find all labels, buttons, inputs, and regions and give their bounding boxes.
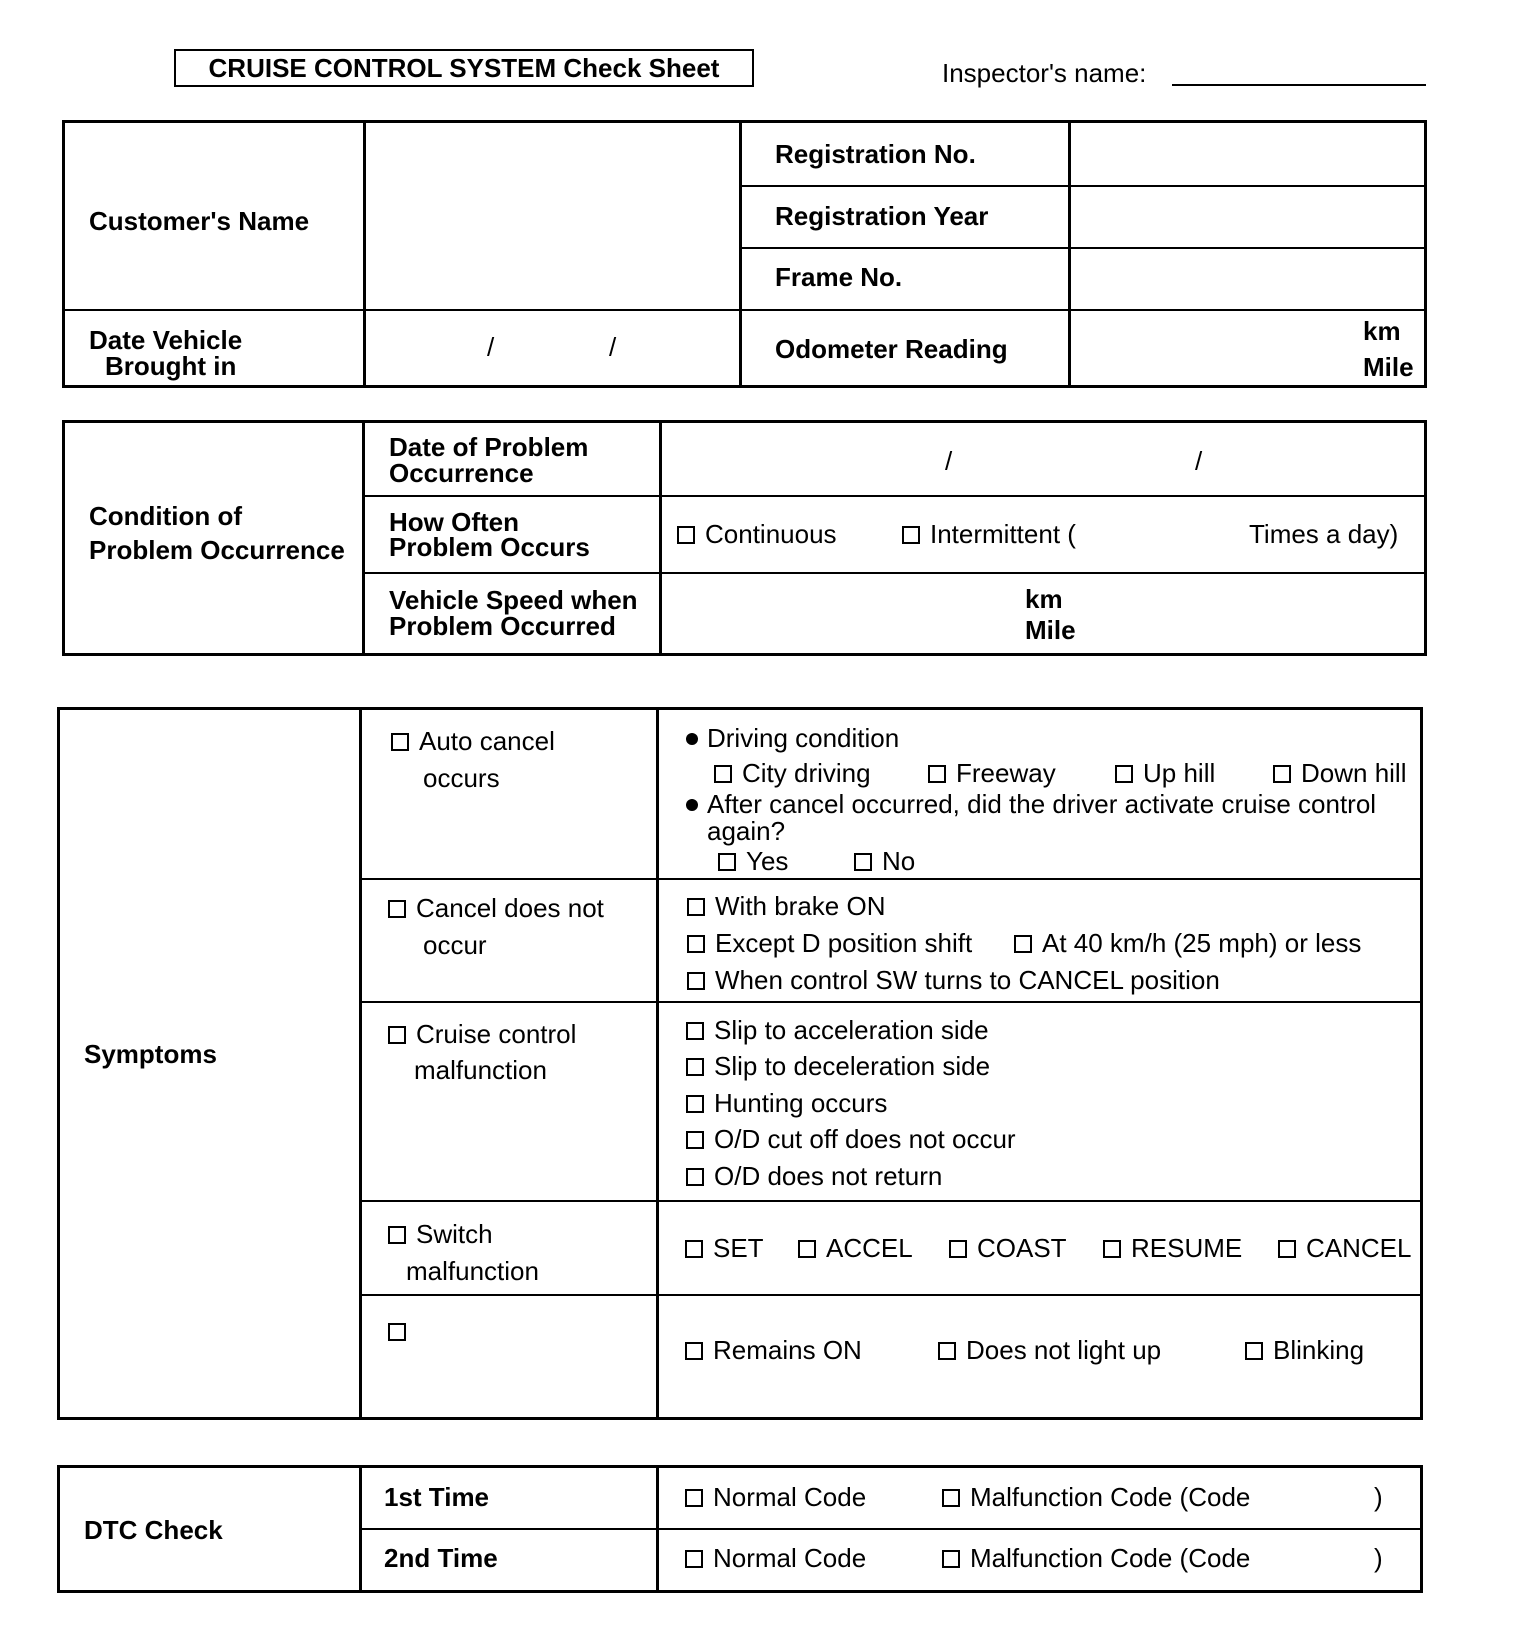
date-separator: / bbox=[487, 332, 495, 362]
yes-option[interactable]: Yes bbox=[718, 847, 788, 875]
city-driving-option[interactable]: City driving bbox=[714, 759, 871, 787]
checkbox[interactable] bbox=[942, 1489, 960, 1507]
normal-code-option[interactable]: Normal Code bbox=[685, 1483, 866, 1511]
symptoms-label: Symptoms bbox=[84, 1039, 217, 1069]
date-brought-label: Date Vehicle Brought in bbox=[89, 325, 243, 381]
condition-label: Condition of Problem Occurrence bbox=[89, 501, 345, 565]
times-a-day-label: Times a day) bbox=[1249, 519, 1399, 549]
form-title: CRUISE CONTROL SYSTEM Check Sheet bbox=[174, 49, 754, 87]
downhill-option[interactable]: Down hill bbox=[1273, 759, 1407, 787]
checkbox[interactable] bbox=[685, 1550, 703, 1568]
checkbox[interactable] bbox=[686, 1058, 704, 1076]
how-often-label: How Often Problem Occurs bbox=[389, 507, 590, 562]
customer-name-field[interactable] bbox=[367, 123, 737, 307]
inspector-name-field[interactable] bbox=[1172, 84, 1426, 86]
registration-year-label: Registration Year bbox=[775, 201, 989, 231]
after-cancel-question: After cancel occurred, did the driver activate cruise control again? bbox=[686, 791, 1376, 845]
no-option[interactable]: No bbox=[854, 847, 915, 875]
checkbox[interactable] bbox=[949, 1240, 967, 1258]
hunting-option[interactable]: Hunting occurs bbox=[686, 1089, 887, 1117]
odometer-km-unit: km bbox=[1363, 316, 1401, 346]
uphill-option[interactable]: Up hill bbox=[1115, 759, 1215, 787]
checkbox[interactable] bbox=[685, 1342, 703, 1360]
od-return-option[interactable]: O/D does not return bbox=[686, 1162, 942, 1190]
malfunction-code-option[interactable]: Malfunction Code (Code bbox=[942, 1544, 1250, 1572]
normal-code-option[interactable]: Normal Code bbox=[685, 1544, 866, 1572]
auto-cancel-option[interactable]: Auto cancel occurs bbox=[391, 723, 555, 797]
accel-option[interactable]: ACCEL bbox=[798, 1234, 913, 1262]
closing-parenthesis: ) bbox=[1374, 1482, 1383, 1512]
checkbox[interactable] bbox=[798, 1240, 816, 1258]
frame-no-field[interactable] bbox=[1073, 249, 1423, 307]
frame-no-label: Frame No. bbox=[775, 262, 903, 292]
bullet-icon bbox=[686, 733, 698, 745]
registration-no-field[interactable] bbox=[1073, 123, 1423, 183]
checkbox[interactable] bbox=[1278, 1240, 1296, 1258]
checkbox[interactable] bbox=[1115, 765, 1133, 783]
bullet-icon bbox=[686, 799, 698, 811]
cancel-does-not-occur-option[interactable]: Cancel does not occur bbox=[388, 890, 604, 964]
symptoms-table bbox=[57, 707, 1423, 1420]
second-time-label: 2nd Time bbox=[384, 1543, 498, 1573]
checkbox[interactable] bbox=[1245, 1342, 1263, 1360]
freeway-option[interactable]: Freeway bbox=[928, 759, 1056, 787]
checkbox[interactable] bbox=[928, 765, 946, 783]
checkbox[interactable] bbox=[1273, 765, 1291, 783]
cruise-malfunction-option[interactable]: Cruise control malfunction bbox=[388, 1016, 576, 1088]
checkbox[interactable] bbox=[686, 1168, 704, 1186]
checkbox[interactable] bbox=[1014, 935, 1032, 953]
set-option[interactable]: SET bbox=[685, 1234, 764, 1262]
not-light-option[interactable]: Does not light up bbox=[938, 1336, 1161, 1364]
checkbox[interactable] bbox=[686, 1131, 704, 1149]
date-separator: / bbox=[945, 446, 953, 476]
odometer-mile-unit: Mile bbox=[1363, 352, 1414, 382]
intermittent-option[interactable]: Intermittent ( bbox=[902, 520, 1076, 548]
driving-condition-label: Driving condition bbox=[686, 724, 899, 752]
checkbox[interactable] bbox=[388, 900, 406, 918]
inspector-label: Inspector's name: bbox=[942, 58, 1147, 88]
checkbox[interactable] bbox=[388, 1323, 406, 1341]
customer-name-label: Customer's Name bbox=[89, 206, 310, 236]
od-cutoff-option[interactable]: O/D cut off does not occur bbox=[686, 1125, 1016, 1153]
date-of-problem-label: Date of Problem Occurrence bbox=[389, 432, 589, 488]
slip-decel-option[interactable]: Slip to deceleration side bbox=[686, 1052, 990, 1080]
checkbox[interactable] bbox=[686, 1095, 704, 1113]
checkbox[interactable] bbox=[714, 765, 732, 783]
malfunction-code-option[interactable]: Malfunction Code (Code bbox=[942, 1483, 1250, 1511]
checkbox[interactable] bbox=[391, 733, 409, 751]
checkbox[interactable] bbox=[938, 1342, 956, 1360]
checkbox[interactable] bbox=[718, 853, 736, 871]
checkbox[interactable] bbox=[942, 1550, 960, 1568]
dtc-check-table bbox=[57, 1465, 1423, 1593]
condition-table bbox=[62, 420, 1427, 656]
registration-year-field[interactable] bbox=[1073, 187, 1423, 245]
at-40-option[interactable]: At 40 km/h (25 mph) or less bbox=[1014, 929, 1361, 957]
registration-no-label: Registration No. bbox=[775, 139, 976, 169]
odometer-label: Odometer Reading bbox=[775, 334, 1008, 364]
slip-accel-option[interactable]: Slip to acceleration side bbox=[686, 1016, 989, 1044]
cancel-switch-option[interactable]: CANCEL bbox=[1278, 1234, 1411, 1262]
checkbox[interactable] bbox=[686, 1022, 704, 1040]
resume-option[interactable]: RESUME bbox=[1103, 1234, 1242, 1262]
first-time-label: 1st Time bbox=[384, 1482, 490, 1512]
closing-parenthesis: ) bbox=[1374, 1543, 1383, 1573]
checkbox[interactable] bbox=[685, 1240, 703, 1258]
date-separator: / bbox=[609, 332, 617, 362]
checkbox[interactable] bbox=[388, 1026, 406, 1044]
blinking-option[interactable]: Blinking bbox=[1245, 1336, 1364, 1364]
blank-symptom-checkbox[interactable] bbox=[388, 1317, 416, 1345]
brake-on-option[interactable]: With brake ON bbox=[687, 892, 886, 920]
continuous-option[interactable]: Continuous bbox=[677, 520, 837, 548]
checkbox[interactable] bbox=[687, 935, 705, 953]
checkbox[interactable] bbox=[677, 526, 695, 544]
checkbox[interactable] bbox=[388, 1226, 406, 1244]
checkbox[interactable] bbox=[1103, 1240, 1121, 1258]
dtc-check-label: DTC Check bbox=[84, 1515, 223, 1545]
checkbox[interactable] bbox=[685, 1489, 703, 1507]
except-d-option[interactable]: Except D position shift bbox=[687, 929, 972, 957]
cancel-sw-option[interactable]: When control SW turns to CANCEL position bbox=[687, 966, 1220, 994]
switch-malfunction-option[interactable]: Switch malfunction bbox=[388, 1216, 539, 1290]
remains-on-option[interactable]: Remains ON bbox=[685, 1336, 862, 1364]
vehicle-info-table bbox=[62, 120, 1427, 388]
speed-km-unit: km bbox=[1025, 584, 1063, 614]
coast-option[interactable]: COAST bbox=[949, 1234, 1067, 1262]
date-separator: / bbox=[1195, 446, 1203, 476]
checkbox[interactable] bbox=[902, 526, 920, 544]
checkbox[interactable] bbox=[854, 853, 872, 871]
checkbox[interactable] bbox=[687, 898, 705, 916]
checkbox[interactable] bbox=[687, 972, 705, 990]
vehicle-speed-label: Vehicle Speed when Problem Occurred bbox=[389, 585, 638, 641]
speed-mile-unit: Mile bbox=[1025, 615, 1076, 645]
